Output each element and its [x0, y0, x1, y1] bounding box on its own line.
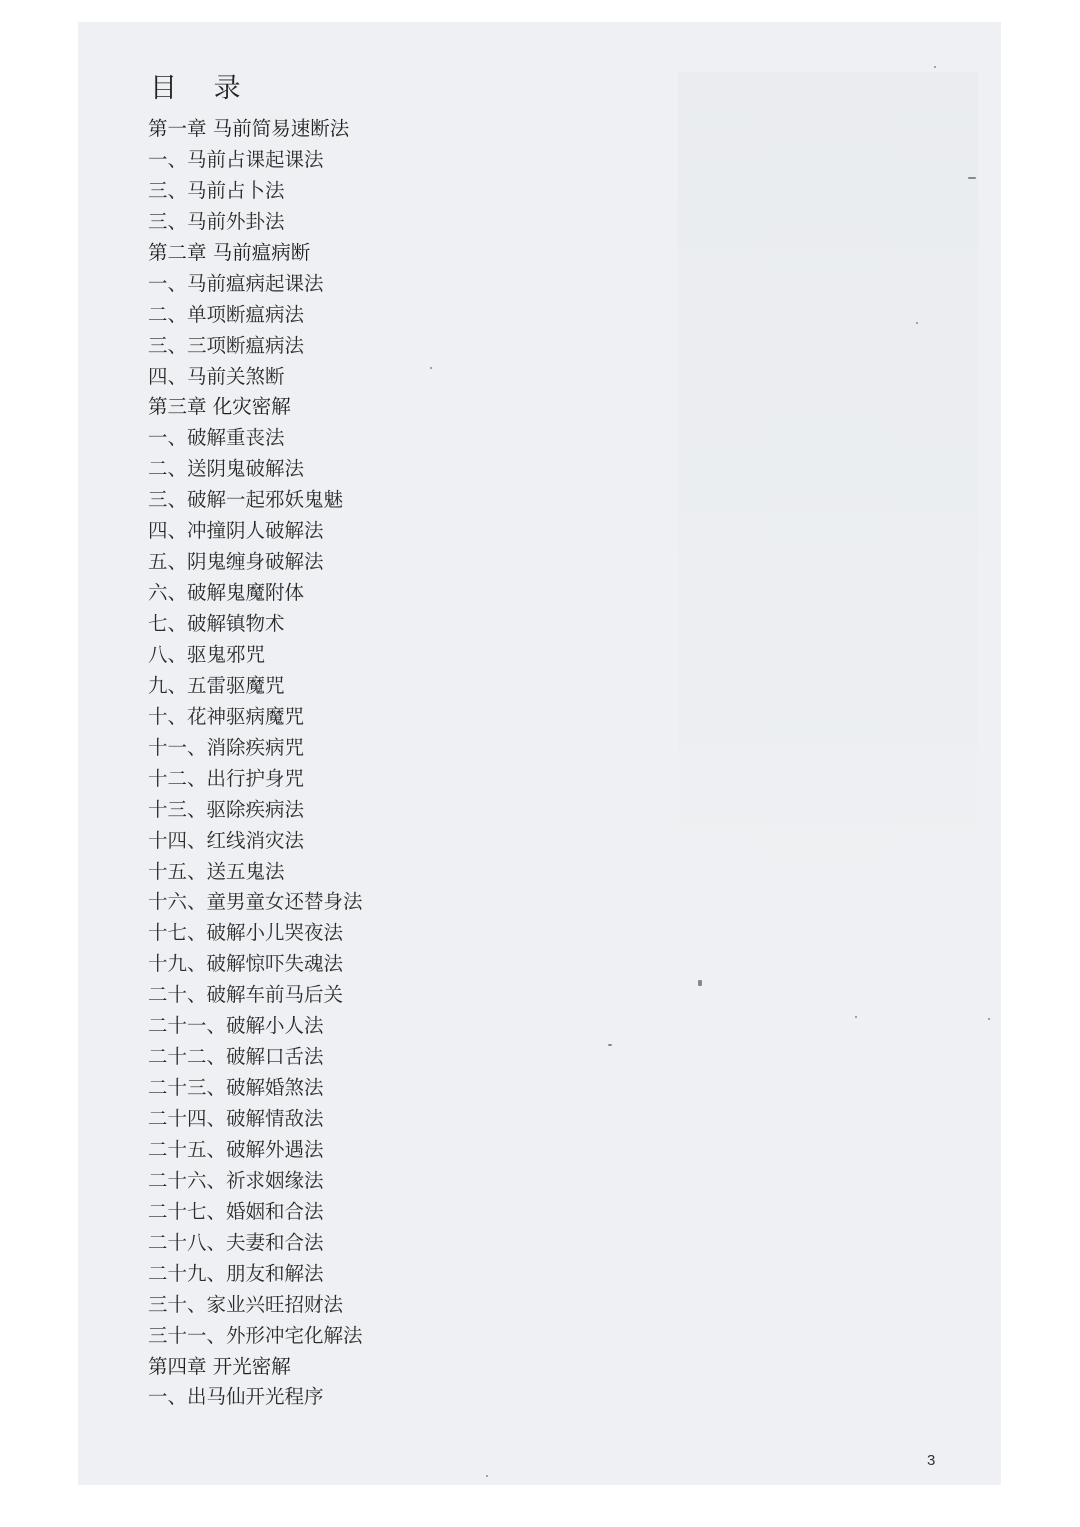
toc-entry: 十五、送五鬼法: [148, 859, 285, 883]
toc-entry: 三、破解一起邪妖鬼魅: [148, 488, 344, 512]
scan-speck: [988, 1018, 990, 1020]
scan-speck: [698, 980, 702, 986]
toc-entry: 二十三、破解婚煞法: [148, 1076, 324, 1100]
toc-entry: 二十四、破解情敌法: [148, 1107, 324, 1130]
show-through-shadow: [678, 72, 978, 892]
toc-entry: 三、三项断瘟病法: [148, 333, 305, 357]
toc-entry: 二、送阴鬼破解法: [148, 457, 305, 481]
toc-entry: 一、出马仙开光程序: [148, 1385, 324, 1409]
toc-entry: 一、破解重丧法: [148, 426, 285, 450]
toc-entry: 二十一、破解小人法: [148, 1014, 324, 1038]
toc-entry: 八、驱鬼邪咒: [148, 642, 266, 666]
scan-speck: [486, 1475, 488, 1477]
scan-speck: [968, 177, 976, 179]
toc-entry: 五、阴鬼缠身破解法: [148, 550, 324, 574]
toc-entry: 三、马前外卦法: [148, 209, 285, 233]
document-page: [78, 22, 1001, 1485]
toc-entry: 十、花神驱病魔咒: [148, 704, 305, 728]
toc-entry: 十一、消除疾病咒: [148, 735, 305, 759]
toc-entry: 十六、童男童女还替身法: [148, 890, 363, 914]
page-number: 3: [927, 1452, 936, 1469]
toc-entry: 二十五、破解外遇法: [148, 1137, 324, 1161]
toc-entry: 二十六、祈求姻缘法: [148, 1168, 324, 1192]
toc-entry: 三、马前占卜法: [148, 178, 285, 202]
toc-entry: 一、马前占课起课法: [148, 147, 324, 171]
toc-entry: 六、破解鬼魔附体: [148, 581, 305, 605]
scan-speck: [430, 367, 432, 369]
toc-entry: 十七、破解小儿哭夜法: [148, 921, 344, 945]
scan-speck: [608, 1044, 612, 1046]
toc-entry: 二十八、夫妻和合法: [148, 1230, 324, 1254]
toc-entry: 二十九、朋友和解法: [148, 1261, 324, 1285]
toc-entry: 二、单项断瘟病法: [148, 302, 305, 326]
toc-entry: 二十二、破解口舌法: [148, 1045, 324, 1069]
scan-speck: [916, 322, 918, 324]
toc-chapter-heading: 第四章 开光密解: [148, 1354, 291, 1378]
scan-speck: [855, 1016, 857, 1018]
toc-entry: 二十、破解车前马后关: [148, 983, 344, 1007]
toc-chapter-heading: 第三章 化灾密解: [148, 395, 291, 419]
toc-entry: 十四、红线消灾法: [148, 828, 305, 852]
table-of-contents: [148, 114, 363, 1413]
toc-entry: 四、冲撞阴人破解法: [148, 519, 324, 543]
toc-entry: 十二、出行护身咒: [148, 766, 305, 790]
toc-entry: 三十、家业兴旺招财法: [148, 1292, 344, 1316]
toc-entry: 三十一、外形冲宅化解法: [148, 1323, 363, 1347]
toc-entry: 十九、破解惊吓失魂法: [148, 952, 344, 976]
toc-entry: 十三、驱除疾病法: [148, 797, 305, 821]
toc-entry: 四、马前关煞断: [148, 364, 285, 388]
toc-entry: 一、马前瘟病起课法: [148, 271, 324, 295]
toc-chapter-heading: 第一章 马前简易速断法: [148, 117, 350, 140]
scan-speck: [934, 66, 936, 68]
page-title: 目 录: [150, 73, 255, 104]
toc-chapter-heading: 第二章 马前瘟病断: [148, 240, 311, 264]
toc-entry: 七、破解镇物术: [148, 612, 285, 635]
toc-entry: 九、五雷驱魔咒: [148, 673, 285, 697]
toc-entry: 二十七、婚姻和合法: [148, 1199, 324, 1223]
